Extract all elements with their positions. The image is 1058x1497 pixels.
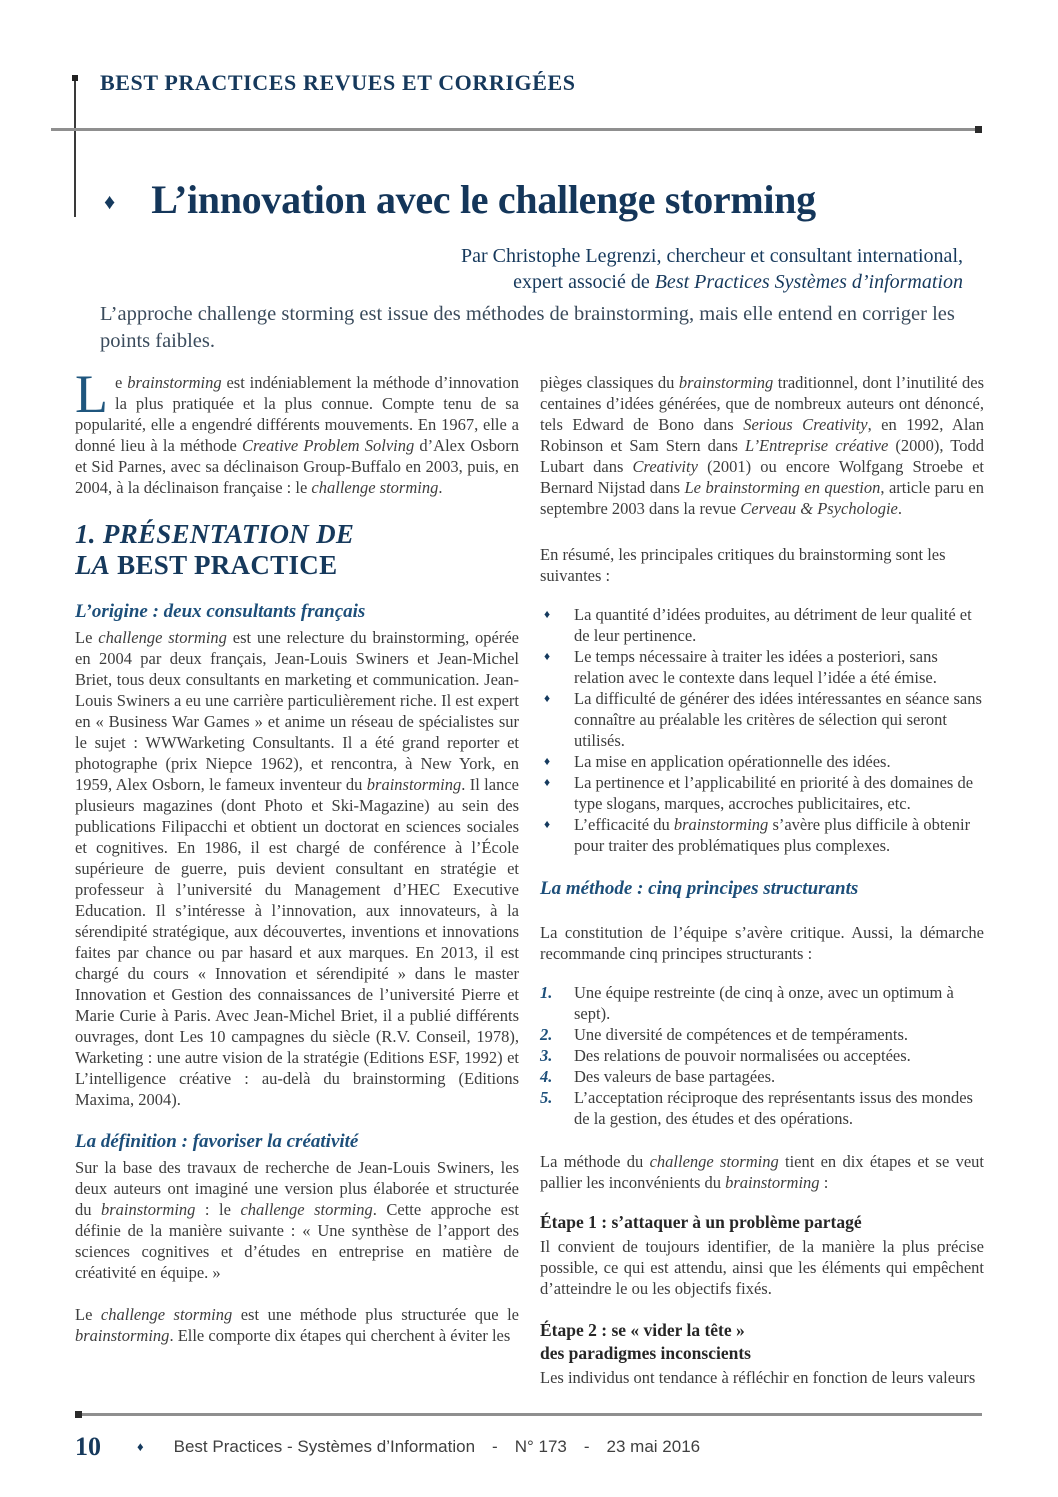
bullet-item <box>540 604 984 646</box>
rule-end-dot <box>975 126 982 133</box>
text-run: d’Alex Osborn et Sid Parnes, avec sa déclinaison Group-Buffalo en 2003, puis, en 2004, à la déclinaison française : le <box>75 436 519 497</box>
text-run: (2000), Todd Lubart dans <box>540 436 984 476</box>
text-run: challenge storming <box>649 1152 779 1171</box>
text-run: Il convient de toujours identifier, de la manière la plus précise possible, ce qui est attendu, ainsi que les éléments qui empêchent d’atteindre le ou les objectifs fixés. <box>540 1237 984 1298</box>
article-title-row <box>104 176 816 223</box>
body-paragraph <box>75 1304 519 1346</box>
text-run: Cerveau & Psychologie <box>740 499 898 518</box>
byline <box>461 243 963 295</box>
body-paragraph <box>540 1236 984 1299</box>
diamond-bullet-icon: ♦ <box>137 1439 144 1454</box>
text-run: BEST PRACTICE <box>110 550 338 580</box>
step-heading-line: des paradigmes inconscients <box>540 1343 751 1363</box>
text-run: traditionnel, dont l’inutilité des centaines d’idées générées, que de nombreux auteurs ont dénoncé, tels Edward de Bono dans <box>540 373 984 434</box>
item-number: 1. <box>540 983 553 1002</box>
footer-date: 23 mai 2016 <box>606 1437 701 1456</box>
step-heading <box>540 1319 984 1365</box>
text-run: est une méthode plus structurée que le <box>232 1305 519 1324</box>
text-run: brainstorming <box>725 1173 820 1192</box>
text-run: . <box>897 499 902 518</box>
bullet-item <box>540 772 984 814</box>
text-run: LA <box>75 550 111 580</box>
numbered-item <box>540 1087 984 1129</box>
text-run: expert associé de <box>513 271 655 293</box>
step-heading <box>540 1211 984 1234</box>
text-run: challenge storming <box>100 1305 233 1324</box>
header-vertical-rule <box>74 77 76 217</box>
rule-start-dot <box>72 75 78 81</box>
text-run: Le <box>75 628 99 647</box>
byline-line <box>461 269 963 295</box>
text-run: . Cette approche est définie de la manière suivante : « Une synthèse de l’apport des sciences cognitives et d’études en entreprise en matière de créativité en équipe. » <box>75 1200 519 1282</box>
diamond-bullet-icon: ♦ <box>544 754 551 768</box>
text-run: challenge storming <box>240 1200 373 1219</box>
text-run: La mise en application opérationnelle des idées. <box>574 752 891 771</box>
text-run: s’avère plus difficile à obtenir pour traiter des problématiques plus complexes. <box>574 815 971 855</box>
step-heading-line: Étape 1 : s’attaquer à un problème partagé <box>540 1212 862 1232</box>
principles-list <box>540 982 984 1129</box>
bullet-item-text <box>574 689 982 750</box>
bullet-item-text <box>574 773 973 813</box>
text-run: Creativity <box>632 457 698 476</box>
section-heading-line <box>75 550 519 581</box>
step-heading-line: Étape 2 : se « vider la tête » <box>540 1320 745 1340</box>
text-run: L’acceptation réciproque des représentants issus des mondes de la gestion, des études et des opérations. <box>574 1088 973 1128</box>
text-run: La quantité d’idées produites, au détriment de leur qualité et de leur pertinence. <box>574 605 972 645</box>
numbered-item-text <box>574 1088 973 1128</box>
diamond-bullet-icon: ♦ <box>544 775 551 789</box>
footer-separator: - <box>583 1437 590 1456</box>
text-run: 1. PRÉSENTATION DE <box>75 519 355 549</box>
bullet-item-text <box>574 815 970 855</box>
text-run: Le temps nécessaire à traiter les idées a posteriori, sans relation avec le contexte dans lequel l’idée a été émise. <box>574 647 938 687</box>
text-run: La pertinence et l’applicabilité en priorité à des domaines de type slogans, marques, accroches publicitaires, etc. <box>574 773 974 813</box>
page-number: 10 <box>75 1432 101 1461</box>
byline-line <box>461 243 963 269</box>
column-left <box>75 372 519 1410</box>
text-run: Les individus ont tendance à réfléchir en fonction de leurs valeurs <box>540 1368 976 1387</box>
text-run: Des valeurs de base partagées. <box>574 1067 776 1086</box>
item-number: 2. <box>540 1025 553 1044</box>
text-run: (2001) ou encore Wolfgang Stroebe et Bernard Nijstad dans <box>540 457 984 497</box>
numbered-item <box>540 1024 984 1045</box>
text-run: brainstorming <box>101 1200 196 1219</box>
text-run: brainstorming <box>678 373 774 392</box>
diamond-bullet-icon: ♦ <box>104 189 116 214</box>
bullet-item <box>540 646 984 688</box>
body-paragraph <box>540 372 984 519</box>
body-paragraph <box>540 1367 984 1388</box>
text-run: challenge storming <box>98 628 227 647</box>
text-run: Une équipe restreinte (de cinq à onze, avec un optimum à sept). <box>574 983 954 1023</box>
footer-separator: - <box>492 1437 498 1456</box>
text-run: brainstorming <box>673 815 769 834</box>
body-paragraph <box>540 1151 984 1193</box>
text-run: challenge storming <box>311 478 439 497</box>
bullet-item-text <box>574 752 891 771</box>
body-paragraph <box>75 372 519 498</box>
text-run: Best Practices Systèmes d’information <box>654 271 963 293</box>
text-run: , en 1992, Alan Robinson et Sam Stern dans <box>540 415 984 455</box>
subsection-heading: La méthode : cinq principes structurants <box>540 878 859 899</box>
critique-list <box>540 604 984 856</box>
body-paragraph <box>540 544 984 586</box>
text-run: est indéniablement la méthode d’innovation la plus pratiquée et la plus connue. Compte tenu de sa popularité, elle a engendré différents mouvements. En 1967, elle a donné lieu à la méthode <box>75 373 519 455</box>
text-run: En résumé, les principales critiques du brainstorming sont les suivantes : <box>540 545 946 585</box>
lede-paragraph: L’approche challenge storming est issue des méthodes de brainstorming, mais elle entend en corriger les points faibles. <box>100 303 955 352</box>
text-run: Serious Creativity <box>743 415 868 434</box>
text-run: La difficulté de générer des idées intéressantes en séance sans connaître au préalable les critères de sélection qui seront utilisés. <box>574 689 982 750</box>
numbered-item-text <box>574 983 954 1023</box>
subsection-heading: L’origine : deux consultants français <box>75 601 366 622</box>
body-paragraph <box>75 627 519 1110</box>
footer-journal: Best Practices - Systèmes d’Information <box>173 1437 476 1456</box>
numbered-item-text <box>574 1067 775 1086</box>
bullet-item <box>540 814 984 856</box>
text-run: tient en dix étapes et se veut pallier les inconvénients du <box>540 1152 984 1192</box>
bullet-item <box>540 751 984 772</box>
numbered-item <box>540 1045 984 1066</box>
text-run: L’Entreprise créative <box>745 436 889 455</box>
section-heading <box>75 519 519 581</box>
section-kicker: BEST PRACTICES REVUES ET CORRIGÉES <box>100 70 576 95</box>
text-run: est une relecture du brainstorming, opérée en 2004 par deux français, Jean-Louis Swiners et Jean-Michel Briet, tous deux consultants en marketing et communication. Jean-Louis Swiners a eu une carrière particulièrement riche. Il est expert en « Business War Games » et anime un réseau de spécialistes sur le sujet : WWWarketing Consultants. Il a été grand reporter et photographe (prix Niepce 1962), et rencontra, à New York, en 1959, Alex Osborn, le fameux inventeur du <box>75 628 519 794</box>
text-run: : <box>819 1173 829 1192</box>
text-run: e <box>115 373 128 392</box>
footer <box>75 1432 983 1462</box>
numbered-item-text <box>574 1025 908 1044</box>
rule-start-dot <box>75 1411 82 1418</box>
text-run: Le brainstorming en question <box>684 478 881 497</box>
diamond-bullet-icon: ♦ <box>544 607 551 621</box>
column-right <box>540 372 984 1410</box>
text-run: Une diversité de compétences et de tempéraments. <box>574 1025 908 1044</box>
drop-cap: L <box>75 372 108 424</box>
text-run: Des relations de pouvoir normalisées ou acceptées. <box>574 1046 911 1065</box>
item-number: 4. <box>540 1067 553 1086</box>
diamond-bullet-icon: ♦ <box>544 649 551 663</box>
diamond-bullet-icon: ♦ <box>544 817 551 831</box>
article-title: L’innovation avec le challenge storming <box>151 177 816 222</box>
article-columns <box>75 372 984 1410</box>
text-run: , article paru en septembre 2003 dans la revue <box>540 478 984 518</box>
item-number: 3. <box>540 1046 553 1065</box>
bullet-item <box>540 688 984 751</box>
text-run: La constitution de l’équipe s’avère critique. Aussi, la démarche recommande cinq principes structurants : <box>540 923 984 963</box>
footer-issue: N° 173 <box>514 1437 567 1456</box>
numbered-item <box>540 982 984 1024</box>
text-run: Creative Problem Solving <box>241 436 415 455</box>
numbered-item <box>540 1066 984 1087</box>
bullet-item-text <box>574 605 972 645</box>
bullet-item-text <box>574 647 938 687</box>
header-rule <box>51 128 980 131</box>
text-run: . Elle comporte dix étapes qui cherchent à éviter les <box>169 1326 511 1345</box>
text-run: . Il lance plusieurs magazines (dont Photo et Ski-Magazine) au sein des publications Filipacchi et obtient un doctorat en sciences sociales et cognitives. En 1986, il est chargé de conférence à l’École supérieure de guerre, puis devient consultant en stratégie et professeur à l’université du Management d’HEC Executive Education. Il s’intéresse à l’innovation, aux innovateurs, à la sérendipité stratégique, aux découvertes, inventions et innovations faites par chance ou par hasard et aux marques. En 2013, il est chargé du cours « Innovation et sérendipité » dans le master Innovation et Gestion des connaissances de l’université Pierre et Marie Curie à Paris. Avec Jean-Michel Briet, il a publié différents ouvrages, dont Les 10 campagnes du siècle (R.V. Conseil, 1978), Warketing : une autre vision de la stratégie (Editions ESF, 1992) et L’intelligence créative : au-delà du brainstorming (Editions Maxima, 2004). <box>75 775 519 1109</box>
text-run: brainstorming <box>75 1326 170 1345</box>
text-run: Par Christophe Legrenzi, chercheur et consultant international, <box>460 245 963 267</box>
section-heading-line <box>75 519 519 550</box>
text-run: brainstorming <box>127 373 222 392</box>
body-paragraph <box>75 1157 519 1283</box>
diamond-bullet-icon: ♦ <box>544 691 551 705</box>
item-number: 5. <box>540 1088 553 1107</box>
numbered-item-text <box>574 1046 911 1065</box>
text-run: : le <box>195 1200 241 1219</box>
subsection-heading: La définition : favoriser la créativité <box>75 1131 359 1152</box>
text-run: Le <box>75 1305 101 1324</box>
body-paragraph <box>540 922 984 964</box>
text-run: L’efficacité du <box>574 815 674 834</box>
text-run: brainstorming <box>366 775 462 794</box>
text-run: La méthode du <box>540 1152 650 1171</box>
footer-rule <box>77 1413 982 1416</box>
text-run: . <box>438 478 443 497</box>
text-run: pièges classiques du <box>540 373 679 392</box>
text-run: Sur la base des travaux de recherche de Jean-Louis Swiners, les deux auteurs ont imaginé une version plus élaborée et structurée du <box>75 1158 519 1219</box>
